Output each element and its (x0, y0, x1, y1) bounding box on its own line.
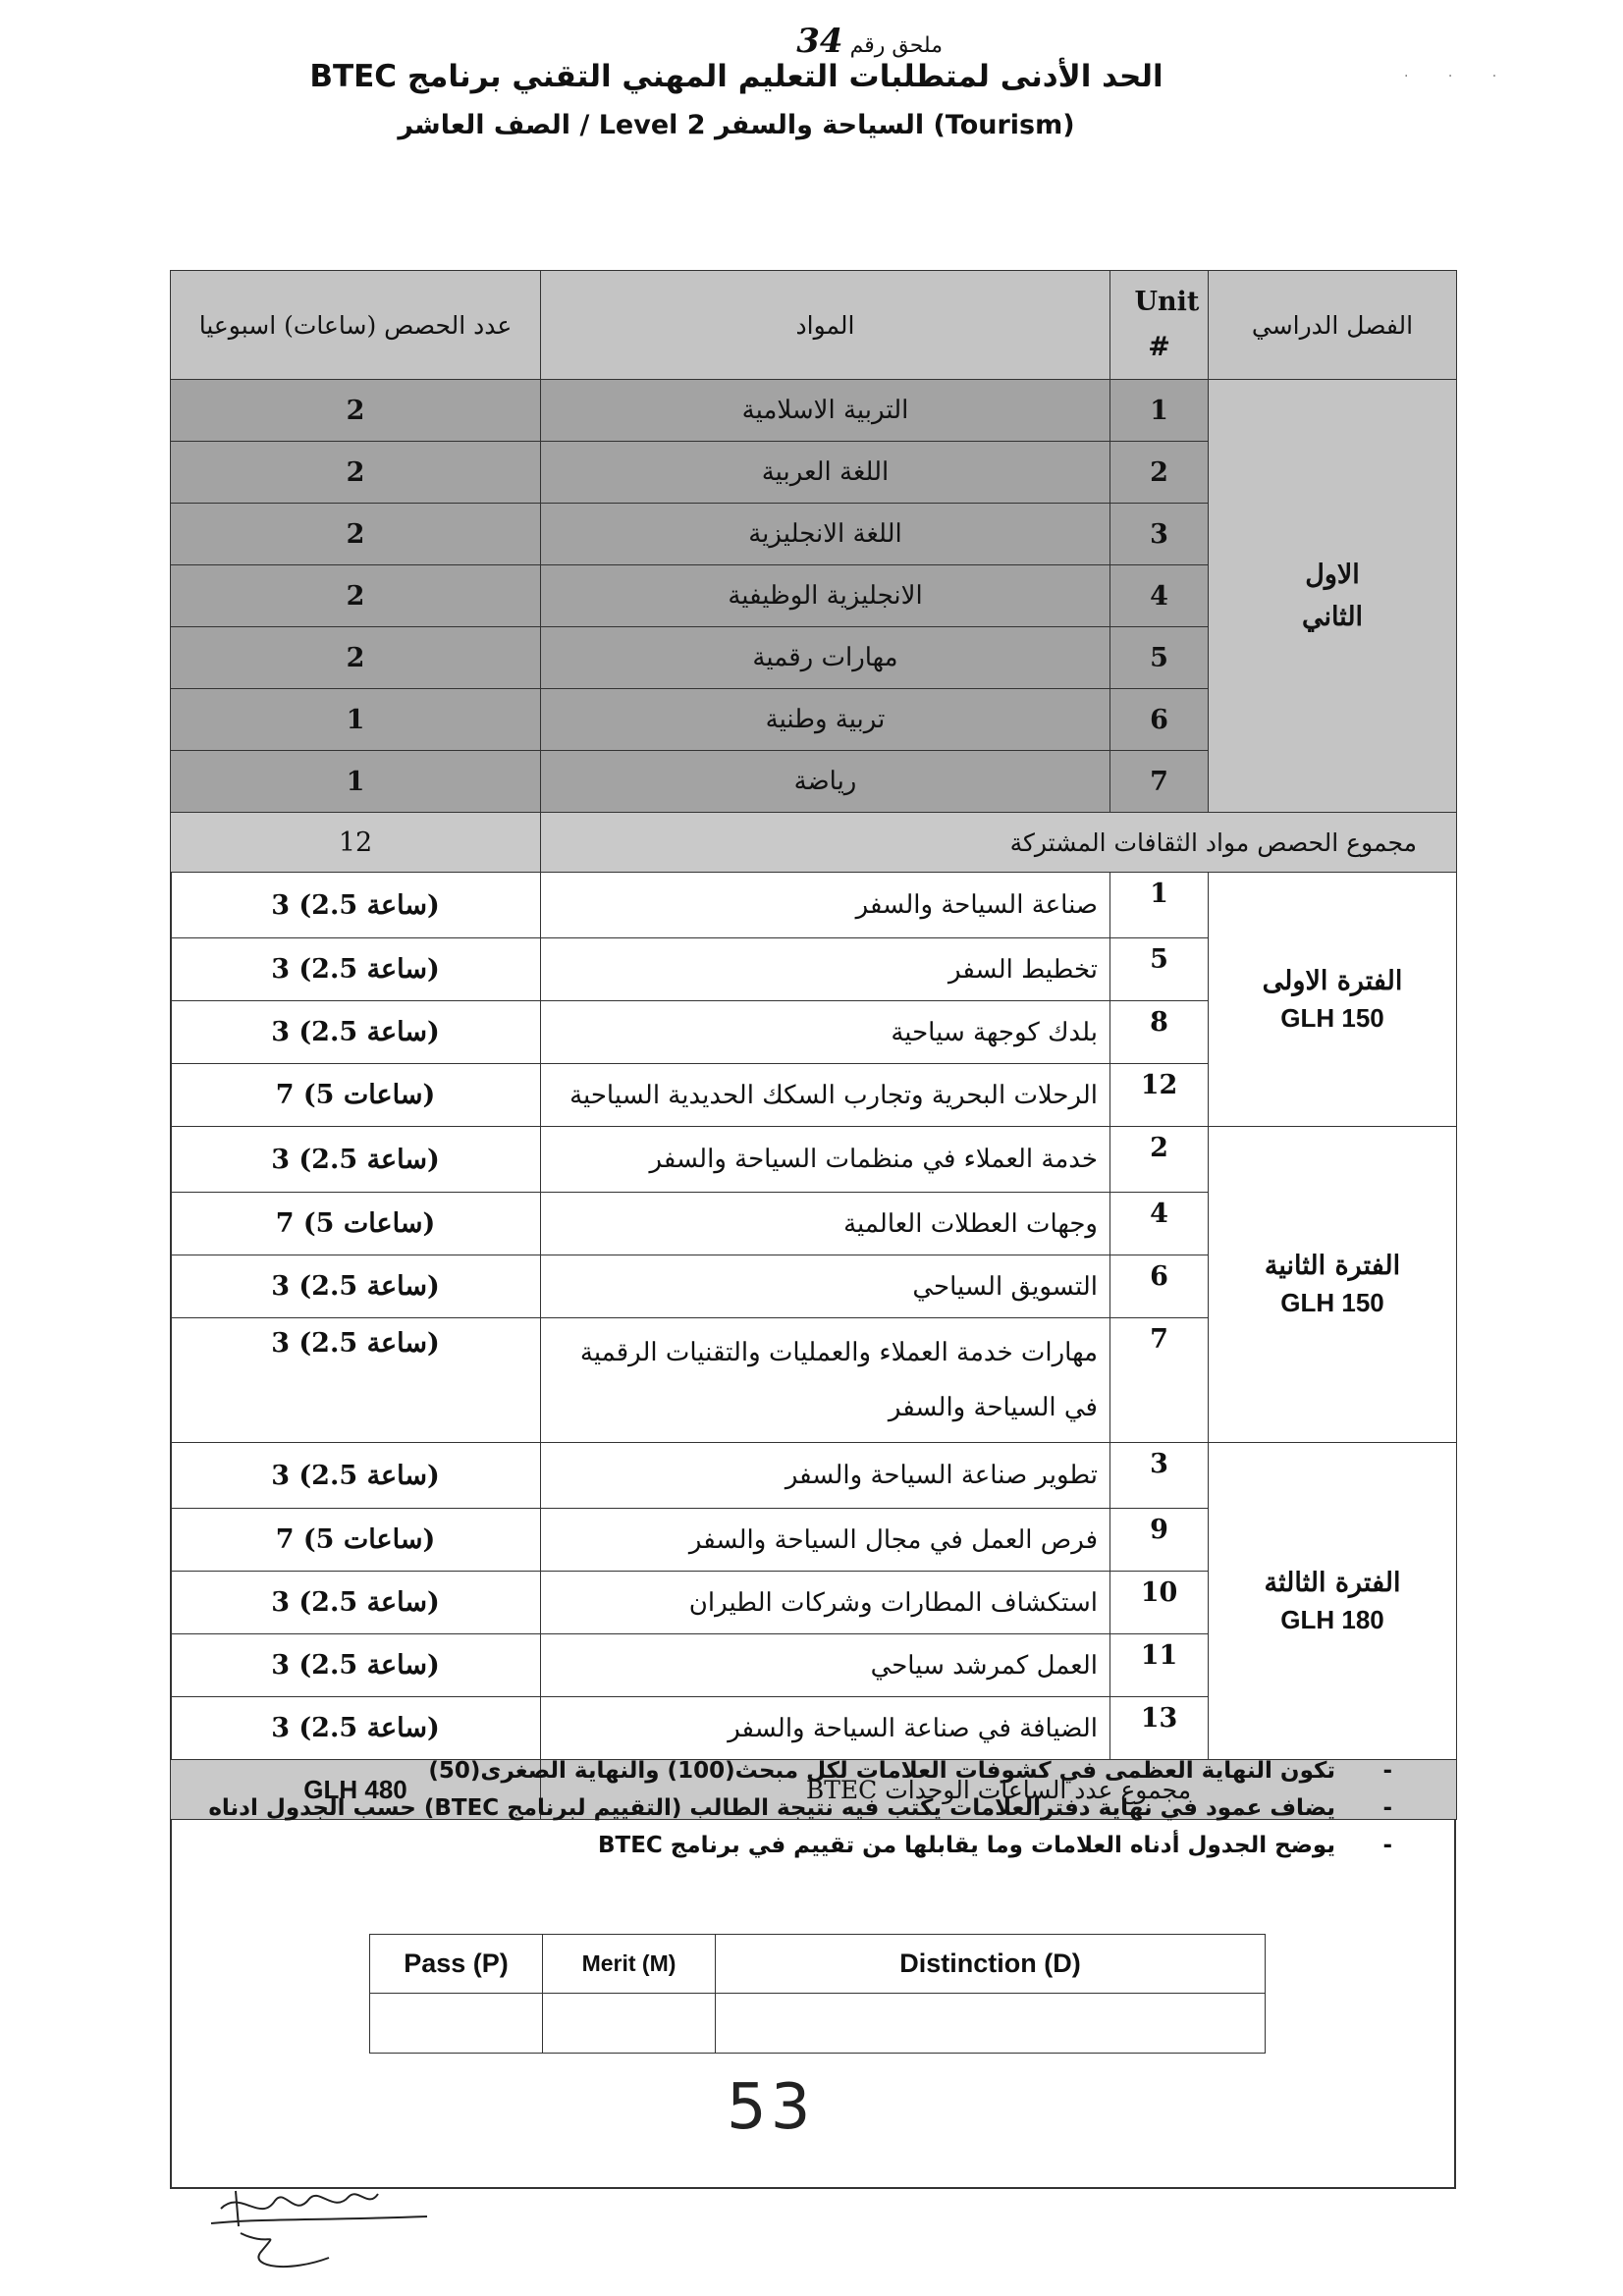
subject-name: وجهات العطلات العالمية (541, 1193, 1110, 1255)
hours-text: 3 (2.5 ساعة) (271, 1271, 440, 1302)
hours-value (171, 1127, 541, 1193)
grade-distinction: Distinction (D) (716, 1935, 1266, 1994)
hours-value: 2 (171, 627, 541, 689)
note-text: يوضح الجدول أدناه العلامات وما يقابلها من تقييم في برنامج BTEC (597, 1833, 1335, 1858)
header-hours: عدد الحصص (ساعات) اسبوعيا (171, 271, 541, 380)
subject-name: تخطيط السفر (541, 938, 1110, 1001)
grade-pass-cell (370, 1994, 543, 2054)
subject-name: تطوير صناعة السياحة والسفر (541, 1443, 1110, 1509)
unit-number: 8 (1110, 1001, 1209, 1064)
period-cell-2 (1209, 1127, 1457, 1443)
note-text: تكون النهاية العظمى في كشوفات العلامات لكل مبحث(100) والنهاية الصغرى(50) (428, 1758, 1335, 1784)
note-bullet: - (1382, 1795, 1392, 1821)
hours-text: 3 (2.5 ساعة) (271, 1328, 440, 1359)
subject-name: التربية الاسلامية (541, 380, 1110, 442)
note-item (196, 1827, 1414, 1864)
common-total-label: مجموع الحصص مواد الثقافات المشتركة (541, 813, 1457, 873)
period-glh: 150 GLH (1280, 1002, 1384, 1033)
table-row (171, 873, 1457, 938)
subject-name: استكشاف المطارات وشركات الطيران (541, 1572, 1110, 1634)
btec-total-label: مجموع عدد الساعات الوحدات BTEC (541, 1760, 1457, 1820)
hours-value: 2 (171, 380, 541, 442)
table-row (171, 1443, 1457, 1509)
unit-number: 3 (1110, 504, 1209, 565)
period-name: الفترة الثالثة (1264, 1567, 1401, 1598)
unit-number: 12 (1110, 1064, 1209, 1127)
scan-specks: · · · (1404, 69, 1515, 84)
unit-number: 1 (1110, 873, 1209, 938)
hours-value (171, 938, 541, 1001)
subject-name: مهارات رقمية (541, 627, 1110, 689)
semester-cell-common (1209, 380, 1457, 813)
grade-merit: Merit (M) (543, 1935, 716, 1994)
subject-name: العمل كمرشد سياحي (541, 1634, 1110, 1697)
notes-list (196, 1752, 1414, 1864)
subject-name: صناعة السياحة والسفر (541, 873, 1110, 938)
unit-number: 3 (1110, 1443, 1209, 1509)
subject-name: خدمة العملاء في منظمات السياحة والسفر (541, 1127, 1110, 1193)
unit-number: 2 (1110, 442, 1209, 504)
page-title: الحد الأدنى لمتطلبات التعليم المهني التقني برنامج BTEC (309, 59, 1163, 94)
header-unit (1110, 271, 1209, 380)
unit-number: 11 (1110, 1634, 1209, 1697)
subject-name: الرحلات البحرية وتجارب السكك الحديدية السياحية (541, 1064, 1110, 1127)
hours-text: 3 (2.5 ساعة) (271, 954, 440, 985)
period-name: الفترة الاولى (1262, 965, 1403, 996)
unit-number: 5 (1110, 627, 1209, 689)
subject-name: التسويق السياحي (541, 1255, 1110, 1318)
hours-value: 2 (171, 442, 541, 504)
unit-number: 9 (1110, 1509, 1209, 1572)
page-subtitle: (Tourism) السياحة والسفر Level 2 / الصف العاشر (398, 110, 1075, 140)
note-text: يضاف عمود في نهاية دفترالعلامات يكتب فيه نتيجة الطالب (التقييم لبرنامج BTEC) حسب الجدول ادناه (208, 1795, 1335, 1821)
grades-empty-row (370, 1994, 1266, 2054)
hours-text: 7 (5 ساعات) (275, 1208, 436, 1239)
period-name: الفترة الثانية (1264, 1251, 1401, 1282)
table-header-row (171, 271, 1457, 380)
grades-header-row (370, 1935, 1266, 1994)
hours-value (171, 1443, 541, 1509)
semester-first: الاول (1305, 559, 1360, 590)
period-cell-3 (1209, 1443, 1457, 1760)
subject-name: اللغة الانجليزية (541, 504, 1110, 565)
semester-second: الثاني (1301, 602, 1364, 632)
hours-value: 1 (171, 751, 541, 813)
note-item (196, 1789, 1414, 1827)
unit-number: 2 (1110, 1127, 1209, 1193)
subject-name: رياضة (541, 751, 1110, 813)
annex-label-text: ملحق رقم (849, 33, 943, 58)
subject-name: فرص العمل في مجال السياحة والسفر (541, 1509, 1110, 1572)
unit-number: 6 (1110, 1255, 1209, 1318)
btec-total-value: 480 GLH (171, 1760, 541, 1820)
table-row (171, 1127, 1457, 1193)
period-glh: 150 GLH (1280, 1288, 1384, 1318)
annex-number: 34 (796, 22, 843, 61)
hours-text: 3 (2.5 ساعة) (271, 1017, 440, 1047)
hours-value (171, 1318, 541, 1443)
hours-value (171, 1572, 541, 1634)
unit-number: 4 (1110, 565, 1209, 627)
subject-name: الضيافة في صناعة السياحة والسفر (541, 1697, 1110, 1760)
hours-value (171, 1064, 541, 1127)
hours-value (171, 1509, 541, 1572)
hours-text: 3 (2.5 ساعة) (271, 1587, 440, 1618)
hours-value: 1 (171, 689, 541, 751)
hours-value (171, 1255, 541, 1318)
subject-name: الانجليزية الوظيفية (541, 565, 1110, 627)
grades-table (369, 1934, 1266, 2054)
unit-number: 7 (1110, 1318, 1209, 1443)
hours-text: 3 (2.5 ساعة) (271, 1650, 440, 1681)
unit-number: 13 (1110, 1697, 1209, 1760)
table-row (171, 380, 1457, 442)
note-bullet: - (1382, 1833, 1392, 1858)
grade-distinction-cell (716, 1994, 1266, 2054)
period-cell-1 (1209, 873, 1457, 1127)
header-subjects: المواد (541, 271, 1110, 380)
period-glh: 180 GLH (1280, 1604, 1384, 1634)
unit-number: 1 (1110, 380, 1209, 442)
hours-value (171, 873, 541, 938)
hours-text: 3 (2.5 ساعة) (271, 1144, 440, 1175)
hours-value (171, 1697, 541, 1760)
header-unit-text: Unit # (1134, 287, 1200, 362)
hours-text: 7 (5 ساعات) (275, 1080, 436, 1110)
note-item (196, 1752, 1414, 1789)
hours-value: 2 (171, 565, 541, 627)
hours-value: 2 (171, 504, 541, 565)
annex-label (550, 22, 943, 61)
hours-value (171, 1193, 541, 1255)
subject-name: بلدك كوجهة سياحية (541, 1001, 1110, 1064)
subject-name: اللغة العربية (541, 442, 1110, 504)
unit-number: 5 (1110, 938, 1209, 1001)
common-total-row (171, 813, 1457, 873)
common-total-value: 12 (171, 813, 541, 873)
subject-name: مهارات خدمة العملاء والعمليات والتقنيات الرقمية في السياحة والسفر (541, 1318, 1110, 1443)
signature-scribble (201, 2179, 457, 2287)
hours-value (171, 1001, 541, 1064)
unit-number: 4 (1110, 1193, 1209, 1255)
hours-text: 3 (2.5 ساعة) (271, 1713, 440, 1743)
subject-name: تربية وطنية (541, 689, 1110, 751)
curriculum-table (170, 270, 1457, 1820)
header-semester: الفصل الدراسي (1209, 271, 1457, 380)
hours-text: 3 (2.5 ساعة) (271, 1460, 440, 1491)
hours-text: 3 (2.5 ساعة) (271, 889, 440, 921)
unit-number: 7 (1110, 751, 1209, 813)
hours-text: 7 (5 ساعات) (275, 1524, 436, 1555)
page-number: 53 (727, 2071, 815, 2144)
unit-number: 6 (1110, 689, 1209, 751)
grade-pass: Pass (P) (370, 1935, 543, 1994)
hours-value (171, 1634, 541, 1697)
grade-merit-cell (543, 1994, 716, 2054)
note-bullet: - (1382, 1758, 1392, 1784)
unit-number: 10 (1110, 1572, 1209, 1634)
